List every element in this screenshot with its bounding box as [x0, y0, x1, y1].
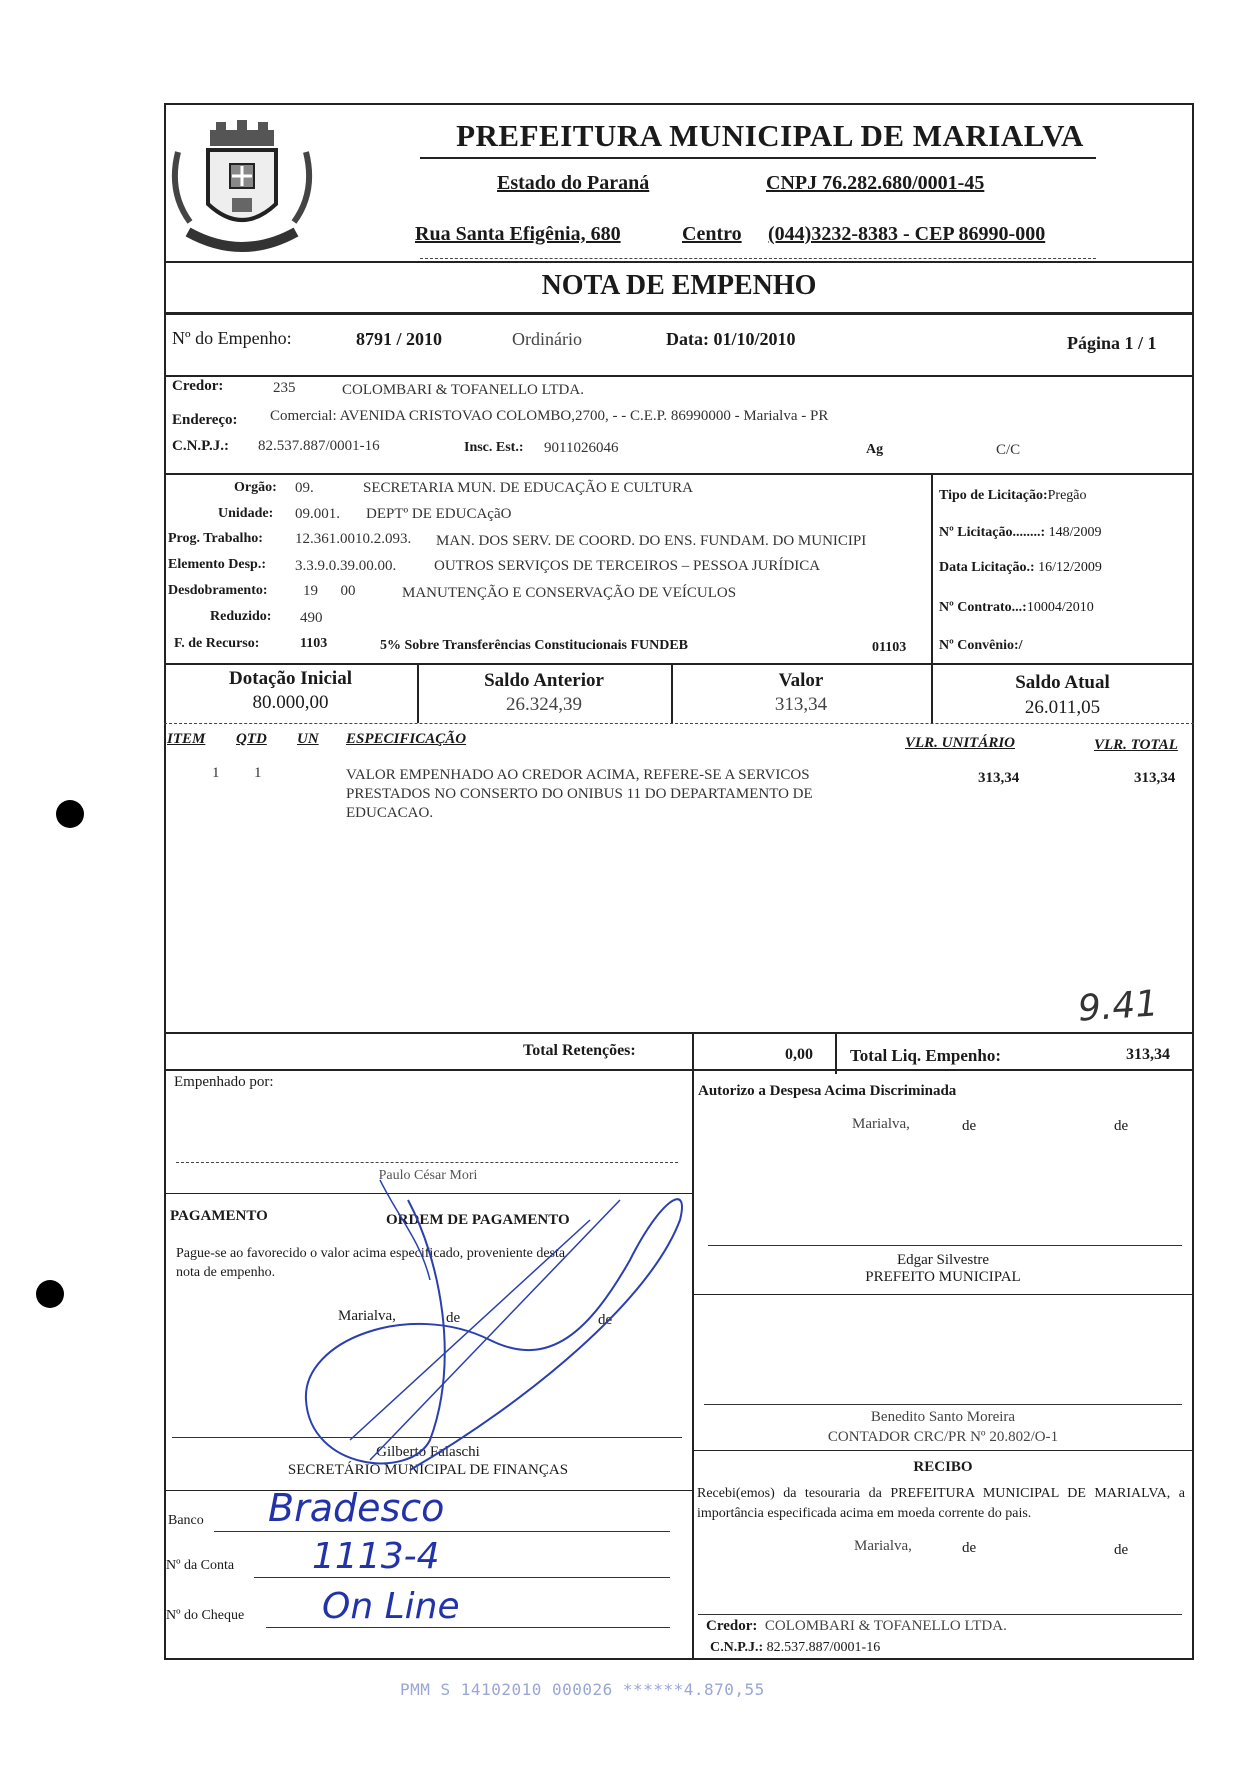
total-retencoes-value: 0,00: [785, 1046, 813, 1063]
autorizo-de-1: de: [962, 1118, 977, 1134]
credor-code: 235: [273, 380, 296, 396]
tipo-licitacao: Tipo de Licitação:Pregão: [939, 488, 1087, 503]
pague-se-line1: Pague-se ao favorecido o valor acima especificado, proveniente desta: [176, 1246, 566, 1261]
header-phone-cep: (044)3232-8383 - CEP 86990-000: [768, 223, 1046, 245]
empenhado-por-name: Paulo César Mori: [378, 1168, 478, 1183]
recurso-code: 1103: [300, 636, 328, 651]
header-state: Estado do Paraná: [497, 172, 650, 194]
elemento-label: Elemento Desp.:: [168, 557, 266, 572]
ag-label: Ag: [866, 442, 884, 457]
col-vlr-unitario: VLR. UNITÁRIO: [905, 735, 1016, 751]
secretario-name: Gilberto Falaschi: [376, 1444, 480, 1460]
item-unit-value: 313,34: [978, 770, 1020, 786]
unidade-code: 09.001.: [295, 506, 340, 522]
endereco-value: Comercial: AVENIDA CRISTOVAO COLOMBO,2700, - - C.E.P. 86990000 - Marialva - PR: [270, 408, 829, 424]
recurso-label: F. de Recurso:: [174, 636, 260, 651]
total-liq-value: 313,34: [1126, 1046, 1170, 1063]
cc-label: C/C: [996, 442, 1021, 458]
banco-label: Banco: [168, 1513, 204, 1528]
unidade-label: Unidade:: [218, 506, 274, 521]
header-title: PREFEITURA MUNICIPAL DE MARIALVA: [456, 118, 1084, 153]
ordem-marialva: Marialva,: [338, 1308, 396, 1324]
data-licitacao: Data Licitação.: 16/12/2009: [939, 560, 1102, 575]
ordem-de-1: de: [446, 1310, 461, 1326]
header-centro: Centro: [682, 223, 742, 245]
prefeito-title: PREFEITO MUNICIPAL: [865, 1269, 1021, 1285]
banco-handwritten: Bradesco: [268, 1486, 445, 1530]
desdobramento-desc: MANUTENÇÃO E CONSERVAÇÃO DE VEÍCULOS: [402, 585, 737, 601]
pague-se-line2: nota de empenho.: [176, 1265, 276, 1280]
valor-value: 313,34: [774, 694, 828, 715]
col-un: UN: [297, 731, 319, 747]
item-desc-line2: PRESTADOS NO CONSERTO DO ONIBUS 11 DO DEPARTAMENTO DE: [346, 786, 813, 802]
recibo-text: Recebi(emos) da tesouraria da PREFEITURA MUNICIPAL DE MARIALVA, a importância especificada acima em moeda corrente do pais.: [697, 1486, 1185, 1521]
elemento-code: 3.3.9.0.39.00.00.: [295, 558, 397, 574]
recibo-heading: RECIBO: [913, 1459, 973, 1475]
dotacao-value: 80.000,00: [252, 692, 329, 713]
empenho-number-label: Nº do Empenho:: [172, 328, 292, 348]
dotacao-label: Dotação Inicial: [229, 668, 352, 689]
total-retencoes-label: Total Retenções:: [523, 1042, 636, 1059]
orgao-desc: SECRETARIA MUN. DE EDUCAÇÃO E CULTURA: [363, 480, 693, 496]
doc-title: NOTA DE EMPENHO: [541, 270, 817, 301]
col-vlr-total: VLR. TOTAL: [1094, 737, 1178, 753]
autorizo-marialva: Marialva,: [852, 1116, 910, 1132]
numero-contrato: Nº Contrato...:10004/2010: [939, 600, 1094, 615]
conta-handwritten: 1113-4: [312, 1536, 440, 1577]
recibo-marialva: Marialva,: [854, 1538, 912, 1554]
col-item: ITEM: [167, 731, 206, 747]
cnpj-value: 82.537.887/0001-16: [258, 438, 380, 454]
empenho-type: Ordinário: [512, 329, 582, 349]
empenho-number: 8791 / 2010: [356, 329, 443, 349]
col-especificacao: ESPECIFICAÇÃO: [346, 731, 467, 747]
contador-title: CONTADOR CRC/PR Nº 20.802/O-1: [827, 1429, 1059, 1445]
signature-scribble: [290, 1140, 710, 1500]
reduzido-code: 490: [300, 610, 323, 626]
prog-desc: MAN. DOS SERV. DE COORD. DO ENS. FUNDAM. DO MUNICIPI: [436, 533, 867, 549]
footer-stamp: PMM S 14102010 000026 ******4.870,55: [400, 1680, 765, 1699]
contador-name: Benedito Santo Moreira: [870, 1409, 1016, 1425]
conta-label: Nº da Conta: [166, 1558, 235, 1573]
numero-convenio: Nº Convênio:/: [939, 638, 1023, 653]
header-address: Rua Santa Efigênia, 680: [415, 223, 621, 245]
prefeito-name: Edgar Silvestre: [896, 1252, 990, 1268]
coat-of-arms-logo: [168, 112, 316, 260]
total-liq-label: Total Liq. Empenho:: [850, 1046, 1001, 1065]
saldo-anterior-value: 26.324,39: [506, 694, 582, 715]
binder-hole-top: [56, 800, 84, 828]
secretario-title: SECRETÁRIO MUNICIPAL DE FINANÇAS: [287, 1462, 569, 1478]
cheque-label: Nº do Cheque: [166, 1608, 245, 1623]
desdobramento-code: 19 00: [303, 583, 356, 599]
elemento-desc: OUTROS SERVIÇOS DE TERCEIROS – PESSOA JURÍDICA: [434, 558, 821, 574]
saldo-anterior-label: Saldo Anterior: [484, 670, 604, 691]
ordem-de-2: de: [598, 1312, 613, 1328]
prog-label: Prog. Trabalho:: [168, 531, 263, 546]
ordem-pagamento-heading: ORDEM DE PAGAMENTO: [386, 1212, 570, 1228]
item-total-value: 313,34: [1134, 770, 1176, 786]
orgao-label: Orgão:: [234, 480, 277, 495]
empenho-page: Página 1 / 1: [1067, 333, 1157, 353]
col-qtd: QTD: [236, 731, 267, 747]
pagamento-heading: PAGAMENTO: [170, 1208, 268, 1224]
orgao-code: 09.: [295, 480, 314, 496]
item-desc-line1: VALOR EMPENHADO AO CREDOR ACIMA, REFERE-SE A SERVICOS: [346, 767, 810, 783]
credor-name: COLOMBARI & TOFANELLO LTDA.: [342, 382, 584, 398]
numero-licitacao: Nº Licitação........: 148/2009: [939, 525, 1102, 540]
cnpj-label: C.N.P.J.:: [172, 438, 229, 454]
recurso-desc: 5% Sobre Transferências Constitucionais FUNDEB: [380, 638, 689, 653]
item-qtd: 1: [254, 765, 262, 781]
prog-code: 12.361.0010.2.093.: [295, 531, 412, 547]
item-desc-line3: EDUCACAO.: [346, 805, 434, 821]
item-number: 1: [212, 765, 220, 781]
autorizo-label: Autorizo a Despesa Acima Discriminada: [698, 1083, 957, 1099]
unidade-desc: DEPTº DE EDUCAçãO: [366, 506, 512, 522]
desdobramento-label: Desdobramento:: [168, 583, 268, 598]
recibo-credor: Credor: COLOMBARI & TOFANELLO LTDA.: [706, 1618, 1007, 1634]
valor-label: Valor: [778, 670, 824, 691]
endereco-label: Endereço:: [172, 412, 238, 428]
saldo-atual-value: 26.011,05: [1024, 697, 1101, 718]
empenhado-por-label: Empenhado por:: [174, 1074, 274, 1090]
recurso-number: 01103: [872, 640, 907, 655]
handwritten-note: 9.41: [1076, 983, 1160, 1030]
recibo-de-2: de: [1114, 1542, 1129, 1558]
reduzido-label: Reduzido:: [210, 609, 272, 624]
binder-hole-bottom: [36, 1280, 64, 1308]
insc-value: 9011026046: [544, 440, 619, 456]
header-cnpj: CNPJ 76.282.680/0001-45: [766, 172, 985, 194]
insc-label: Insc. Est.:: [464, 440, 524, 455]
recibo-cnpj: C.N.P.J.: 82.537.887/0001-16: [710, 1640, 881, 1655]
empenho-date: Data: 01/10/2010: [666, 329, 796, 349]
recibo-de-1: de: [962, 1540, 977, 1556]
credor-label: Credor:: [172, 378, 224, 394]
autorizo-de-2: de: [1114, 1118, 1129, 1134]
saldo-atual-label: Saldo Atual: [1015, 672, 1110, 693]
cheque-handwritten: On Line: [322, 1586, 460, 1627]
